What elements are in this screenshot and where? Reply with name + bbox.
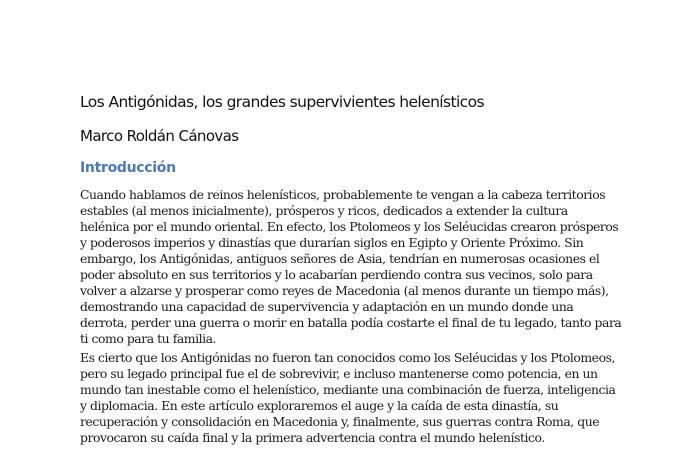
paragraph-line: helénica por el mundo oriental. En efecto, los Ptolomeos y los Seléucidas crearon prósperos bbox=[80, 219, 619, 234]
document-author: Marco Roldán Cánovas bbox=[80, 127, 239, 145]
paragraph-line: provocaron su caída final y la primera advertencia contra el mundo helenístico. bbox=[80, 430, 545, 445]
paragraph-line: pero su legado principal fue el de sobrevivir, e incluso mantenerse como potencia, en un bbox=[80, 366, 598, 381]
paragraph-line: mundo tan inestable como el helenístico, mediante una combinación de fuerza, inteligencia bbox=[80, 382, 616, 397]
section-heading-introduction: Introducción bbox=[80, 160, 176, 176]
paragraph-line: poder absoluto en sus territorios y lo acabarían perdiendo contra sus vecinos, solo para bbox=[80, 267, 593, 282]
paragraph-line: y poderosos imperios y dinastías que durarían siglos en Egipto y Oriente Próximo. Sin bbox=[80, 235, 584, 250]
paragraph-line: estables (al menos inicialmente), prósperos y ricos, dedicados a extender la cultura bbox=[80, 203, 568, 218]
paragraph-line: recuperación y consolidación en Macedonia y, finalmente, sus guerras contra Roma, que bbox=[80, 414, 600, 429]
paragraph-line: derrota, perder una guerra o morir en batalla podía costarte el final de tu legado, tanto para bbox=[80, 315, 622, 330]
paragraph-1 bbox=[80, 187, 620, 347]
paragraph-line: embargo, los Antigónidas, antiguos señores de Asia, tendrían en numerosas ocasiones el bbox=[80, 251, 600, 266]
paragraph-line: volver a alzarse y prosperar como reyes de Macedonia (al menos durante un tiempo más), bbox=[80, 283, 609, 298]
paragraph-line: y diplomacia. En este artículo exploraremos el auge y la caída de esta dinastía, su bbox=[80, 398, 559, 413]
paragraph-line: ti como para tu familia. bbox=[80, 331, 217, 346]
paragraph-line: demostrando una capacidad de supervivencia y adaptación en un mundo donde una bbox=[80, 299, 574, 314]
paragraph-2 bbox=[80, 350, 620, 446]
document-title: Los Antigónidas, los grandes supervivientes helenísticos bbox=[80, 93, 484, 111]
paragraph-line: Cuando hablamos de reinos helenísticos, probablemente te vengan a la cabeza territorios bbox=[80, 187, 606, 202]
paragraph-line: Es cierto que los Antigónidas no fueron tan conocidos como los Seléucidas y los Ptolomeos, bbox=[80, 350, 615, 365]
